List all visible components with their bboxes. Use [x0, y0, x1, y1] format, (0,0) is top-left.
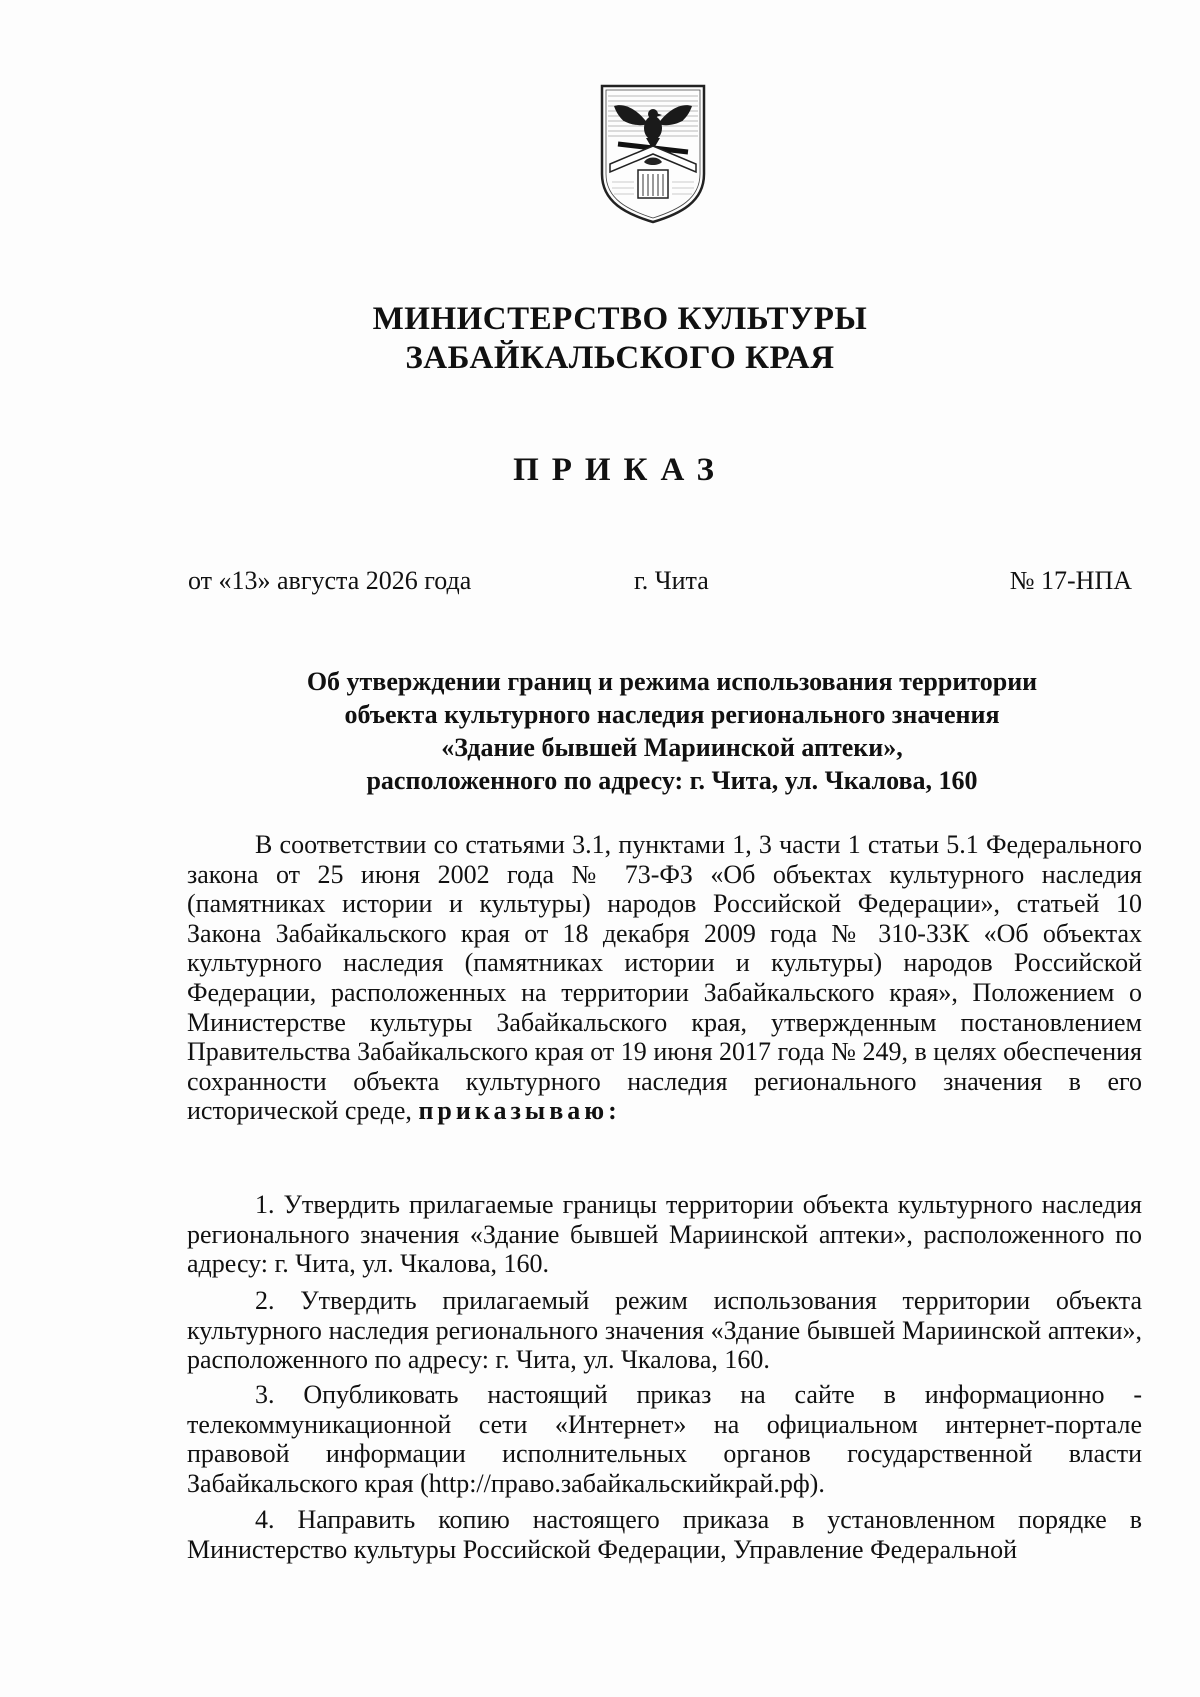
ministry-name-line2: ЗАБАЙКАЛЬСКОГО КРАЯ: [405, 340, 835, 376]
list-item: 4. Направить копию настоящего приказа в установленном порядке в Министерство культуры Российской Федерации, Управление Федеральной: [187, 1505, 1142, 1564]
document-city: г. Чита: [634, 566, 709, 595]
preamble-paragraph: [187, 830, 1142, 1126]
coat-of-arms-icon: [596, 82, 710, 224]
title-line-1: Об утверждении границ и режима использования территории: [306, 667, 1038, 696]
document-type: ПРИКАЗ: [513, 452, 727, 488]
preamble-text: В соответствии со статьями 3.1, пунктами 1, 3 части 1 статьи 5.1 Федерального закона от 25 июня 2002 года № 73-ФЗ «Об объектах культурного наследия (памятниках истории и культуры) народов Российской Федерации», статьей 10 Закона Забайкальского края от 18 декабря 2009 года № 310-ЗЗК «Об объектах культурного наследия (памятниках истории и культуры) народов Российской Федерации, расположенных на территории Забайкальского края», Положением о Министерстве культуры Забайкальского края, утвержденным постановлением Правительства Забайкальского края от 19 июня 2017 года № 249, в целях обеспечения сохранности объекта культурного наследия регионального значения в его исторической среде,: [187, 830, 1142, 1126]
list-item: 2. Утвердить прилагаемый режим использования территории объекта культурного наследия регионального значения «Здание бывшей Мариинской аптеки», расположенного по адресу: г. Чита, ул. Чкалова, 160.: [187, 1286, 1142, 1375]
order-word: приказываю:: [418, 1096, 621, 1126]
document-number: № 17-НПА: [1009, 566, 1132, 595]
title-line-3: «Здание бывшей Мариинской аптеки»,: [441, 733, 903, 762]
title-line-4: расположенного по адресу: г. Чита, ул. Чкалова, 160: [366, 766, 978, 795]
list-item: 3. Опубликовать настоящий приказ на сайте в информационно - телекоммуникационной сети «Интернет» на официальном интернет-портале правовой информации исполнительных органов государственной власти Забайкальского края (http://право.забайкальскийкрай.рф).: [187, 1380, 1142, 1498]
title-line-2: объекта культурного наследия регионального значения: [344, 700, 1000, 729]
list-item: 1. Утвердить прилагаемые границы территории объекта культурного наследия регионального значения «Здание бывшей Мариинской аптеки», расположенного по адресу: г. Чита, ул. Чкалова, 160.: [187, 1190, 1142, 1279]
ministry-name-line1: МИНИСТЕРСТВО КУЛЬТУРЫ: [372, 301, 868, 337]
document-date: от «13» августа 2026 года: [188, 566, 472, 595]
